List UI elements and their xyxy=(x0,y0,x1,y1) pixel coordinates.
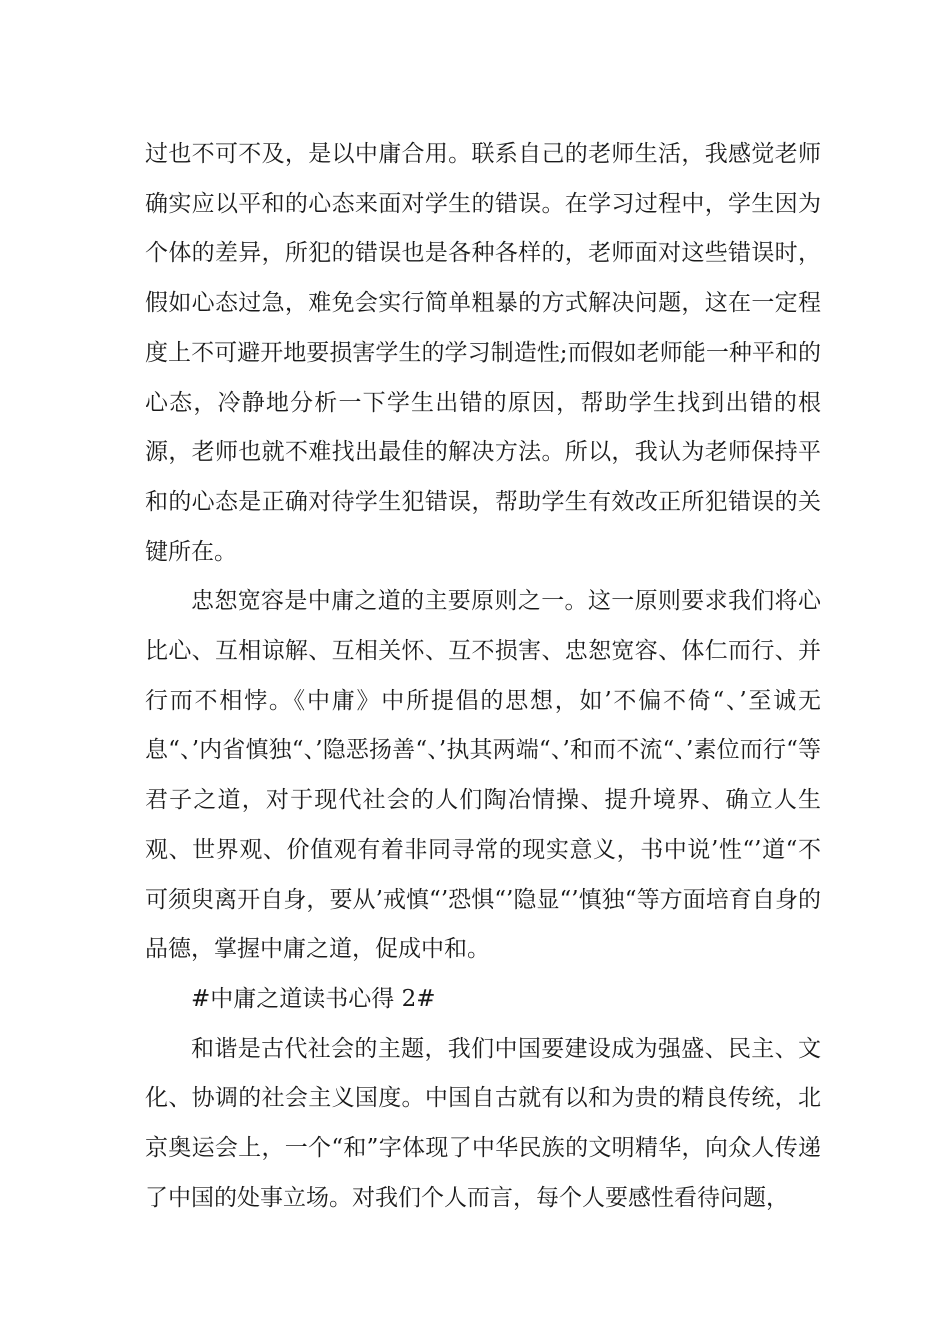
section-heading: #中庸之道读书心得 2# xyxy=(191,985,436,1012)
paragraph-tolerance-principle: 忠恕宽容是中庸之道的主要原则之一。这一原则要求我们将心比心、互相谅解、互相关怀、互不损害、忠恕宽容、体仁而行、并行而不相悖。《中庸》中所提倡的思想，如’不偏不倚“、’至诚无息“、’内省慎独“、’隐恶扬善“、’执其两端“、’和而不流“、’素位而行“等君子之道，对于现代社会的人们陶冶情操、提升境界、确立人生观、世界观、价值观有着非同寻常的现实意义，书中说’性“’道“不可须臾离开自身，要从’戒慎“’恐惧“’隐显“’慎独“等方面培育自身的品德，掌握中庸之道，促成中和。 xyxy=(145,588,821,963)
paragraph-teacher-attitude: 过也不可不及，是以中庸合用。联系自己的老师生活，我感觉老师确实应以平和的心态来面对学生的错误。在学习过程中，学生因为个体的差异，所犯的错误也是各种各样的，老师面对这些错误时，假如心态过急，难免会实行简单粗暴的方式解决问题，这在一定程度上不可避开地要损害学生的学习制造性;而假如老师能一种平和的心态，冷静地分析一下学生出错的原因，帮助学生找到出错的根源，老师也就不难找出最佳的解决方法。所以，我认为老师保持平和的心态是正确对待学生犯错误，帮助学生有效改正所犯错误的关键所在。 xyxy=(145,141,821,565)
document-body xyxy=(145,130,821,1223)
paragraph-harmony: 和谐是古代社会的主题，我们中国要建设成为强盛、民主、文化、协调的社会主义国度。中国自古就有以和为贵的精良传统，北京奥运会上，一个“和”字体现了中华民族的文明精华，向众人传递了中国的处事立场。对我们个人而言，每个人要感性看待问题， xyxy=(145,1035,821,1211)
